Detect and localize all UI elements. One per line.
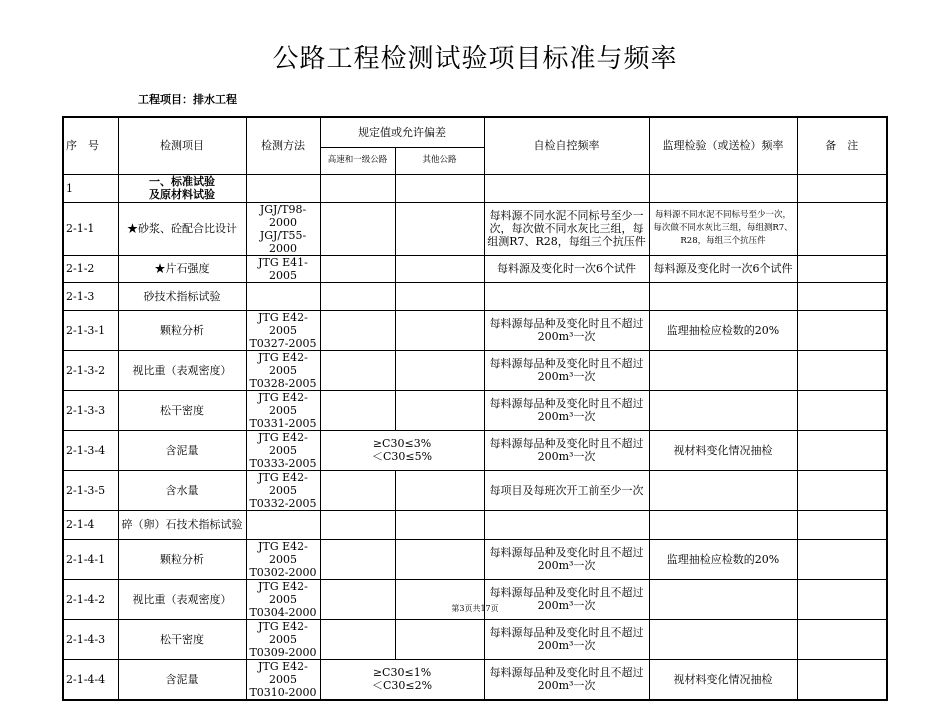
table-row [63, 430, 887, 470]
table-row [63, 390, 887, 430]
cell-tol-other [395, 282, 484, 310]
page-title: 公路工程检测试验项目标准与频率 [272, 44, 678, 74]
cell-remark [797, 659, 887, 700]
cell-item: 一、标准试验 及原材料试验 [118, 174, 246, 202]
cell-tol-highway [320, 619, 395, 659]
cell-seq: 2-1-4 [63, 510, 118, 539]
cell-seq: 2-1-4-4 [63, 659, 118, 700]
cell-seq: 2-1-4-2 [63, 579, 118, 619]
cell-tol-highway [320, 202, 395, 255]
cell-seq: 1 [63, 174, 118, 202]
cell-remark [797, 282, 887, 310]
cell-item: 含水量 [118, 470, 246, 510]
cell-supervision-freq: 监理抽检应检数的20% [649, 310, 797, 350]
table-row [63, 659, 887, 700]
table-row [63, 350, 887, 390]
table-row [63, 255, 887, 282]
cell-seq: 2-1-3-5 [63, 470, 118, 510]
table-row [63, 202, 887, 255]
cell-self-freq: 每料源不同水泥不同标号至少一次，每次做不同水灰比三组，每组测R7、R28，每组三个抗压件 [484, 202, 649, 255]
cell-item: 颗粒分析 [118, 539, 246, 579]
cell-self-freq: 每料源每品种及变化时且不超过200m³一次 [484, 539, 649, 579]
header-supervision-freq: 监理检验（或送检）频率 [649, 117, 797, 174]
cell-item: 碎（卵）石技术指标试验 [118, 510, 246, 539]
cell-seq: 2-1-4-3 [63, 619, 118, 659]
cell-supervision-freq: 监理抽检应检数的20% [649, 539, 797, 579]
cell-seq: 2-1-3-2 [63, 350, 118, 390]
cell-remark [797, 390, 887, 430]
cell-supervision-freq [649, 470, 797, 510]
table-row [63, 539, 887, 579]
cell-seq: 2-1-1 [63, 202, 118, 255]
cell-seq: 2-1-4-1 [63, 539, 118, 579]
header-self-freq: 自检自控频率 [484, 117, 649, 174]
cell-tol-highway [320, 350, 395, 390]
cell-tol-highway [320, 390, 395, 430]
table-row [63, 470, 887, 510]
cell-supervision-freq: 每料源不同水泥不同标号至少一次，每次做不同水灰比三组，每组测R7、R28，每组三个抗压件 [649, 202, 797, 255]
cell-remark [797, 510, 887, 539]
cell-remark [797, 619, 887, 659]
cell-item: 砂技术指标试验 [118, 282, 246, 310]
cell-self-freq [484, 282, 649, 310]
cell-tolerance: ≥C30≤3% ＜C30≤5% [320, 430, 484, 470]
cell-self-freq: 每料源每品种及变化时且不超过200m³一次 [484, 350, 649, 390]
cell-remark [797, 470, 887, 510]
cell-tol-other [395, 255, 484, 282]
cell-method: JTG E42-2005 T0327-2005 [246, 310, 320, 350]
cell-remark [797, 350, 887, 390]
cell-tol-other [395, 539, 484, 579]
cell-item: 含泥量 [118, 659, 246, 700]
cell-supervision-freq: 每料源及变化时一次6个试件 [649, 255, 797, 282]
cell-supervision-freq: 视材料变化情况抽检 [649, 430, 797, 470]
cell-item: 视比重（表观密度） [118, 579, 246, 619]
table-row [63, 619, 887, 659]
header-tol-highway: 高速和一级公路 [320, 147, 395, 174]
cell-remark [797, 310, 887, 350]
cell-method [246, 174, 320, 202]
cell-method: JTG E42-2005 T0332-2005 [246, 470, 320, 510]
cell-method: JTG E42-2005 T0331-2005 [246, 390, 320, 430]
cell-self-freq: 每料源每品种及变化时且不超过200m³一次 [484, 310, 649, 350]
cell-supervision-freq [649, 282, 797, 310]
project-label: 工程项目：排水工程 [138, 93, 237, 106]
cell-remark [797, 174, 887, 202]
table-row [63, 310, 887, 350]
header-remark: 备 注 [797, 117, 887, 174]
cell-method: JTG E42-2005 T0304-2000 [246, 579, 320, 619]
cell-self-freq: 每料源每品种及变化时且不超过200m³一次 [484, 579, 649, 619]
header-item: 检测项目 [118, 117, 246, 174]
cell-remark [797, 430, 887, 470]
cell-self-freq: 每料源每品种及变化时且不超过200m³一次 [484, 430, 649, 470]
cell-tol-highway [320, 470, 395, 510]
cell-method [246, 282, 320, 310]
cell-tol-other [395, 470, 484, 510]
cell-self-freq: 每料源每品种及变化时且不超过200m³一次 [484, 619, 649, 659]
table-row [63, 282, 887, 310]
cell-item: 视比重（表观密度） [118, 350, 246, 390]
cell-method: JTG E41-2005 [246, 255, 320, 282]
cell-self-freq: 每料源及变化时一次6个试件 [484, 255, 649, 282]
cell-item: 松干密度 [118, 390, 246, 430]
cell-tol-highway [320, 174, 395, 202]
cell-item: 松干密度 [118, 619, 246, 659]
cell-method: JTG E42-2005 T0302-2000 [246, 539, 320, 579]
cell-item: ★砂浆、砼配合比设计 [118, 202, 246, 255]
cell-self-freq: 每项目及每班次开工前至少一次 [484, 470, 649, 510]
page-footer: 第3页共17页 [451, 604, 499, 613]
cell-tol-other [395, 202, 484, 255]
cell-tol-highway [320, 539, 395, 579]
cell-self-freq [484, 174, 649, 202]
cell-tol-other [395, 390, 484, 430]
cell-supervision-freq: 视材料变化情况抽检 [649, 659, 797, 700]
cell-tol-highway [320, 310, 395, 350]
cell-tol-other [395, 619, 484, 659]
cell-tol-highway [320, 255, 395, 282]
cell-tol-other [395, 310, 484, 350]
cell-self-freq [484, 510, 649, 539]
table-row [63, 174, 887, 202]
cell-tol-other [395, 350, 484, 390]
cell-supervision-freq [649, 619, 797, 659]
header-method: 检测方法 [246, 117, 320, 174]
cell-supervision-freq [649, 390, 797, 430]
cell-seq: 2-1-2 [63, 255, 118, 282]
cell-method: JTG E42-2005 T0333-2005 [246, 430, 320, 470]
cell-seq: 2-1-3-4 [63, 430, 118, 470]
cell-remark [797, 202, 887, 255]
cell-seq: 2-1-3-3 [63, 390, 118, 430]
cell-remark [797, 255, 887, 282]
header-tolerance: 规定值或允许偏差 [320, 117, 484, 147]
cell-seq: 2-1-3-1 [63, 310, 118, 350]
cell-seq: 2-1-3 [63, 282, 118, 310]
cell-supervision-freq [649, 174, 797, 202]
cell-self-freq: 每料源每品种及变化时且不超过200m³一次 [484, 659, 649, 700]
cell-method: JTG E42-2005 T0309-2000 [246, 619, 320, 659]
cell-item: ★片石强度 [118, 255, 246, 282]
cell-tol-highway [320, 282, 395, 310]
cell-supervision-freq [649, 510, 797, 539]
cell-item: 含泥量 [118, 430, 246, 470]
header-seq: 序 号 [63, 117, 118, 174]
cell-tol-highway [320, 510, 395, 539]
cell-item: 颗粒分析 [118, 310, 246, 350]
cell-method: JTG E42-2005 T0310-2000 [246, 659, 320, 700]
cell-tolerance: ≥C30≤1% ＜C30≤2% [320, 659, 484, 700]
cell-method: JTG E42-2005 T0328-2005 [246, 350, 320, 390]
cell-method: JGJ/T98-2000 JGJ/T55-2000 [246, 202, 320, 255]
cell-tol-other [395, 174, 484, 202]
cell-tol-other [395, 510, 484, 539]
cell-supervision-freq [649, 350, 797, 390]
cell-method [246, 510, 320, 539]
header-tol-other: 其他公路 [395, 147, 484, 174]
table-row [63, 510, 887, 539]
cell-self-freq: 每料源每品种及变化时且不超过200m³一次 [484, 390, 649, 430]
cell-remark [797, 539, 887, 579]
